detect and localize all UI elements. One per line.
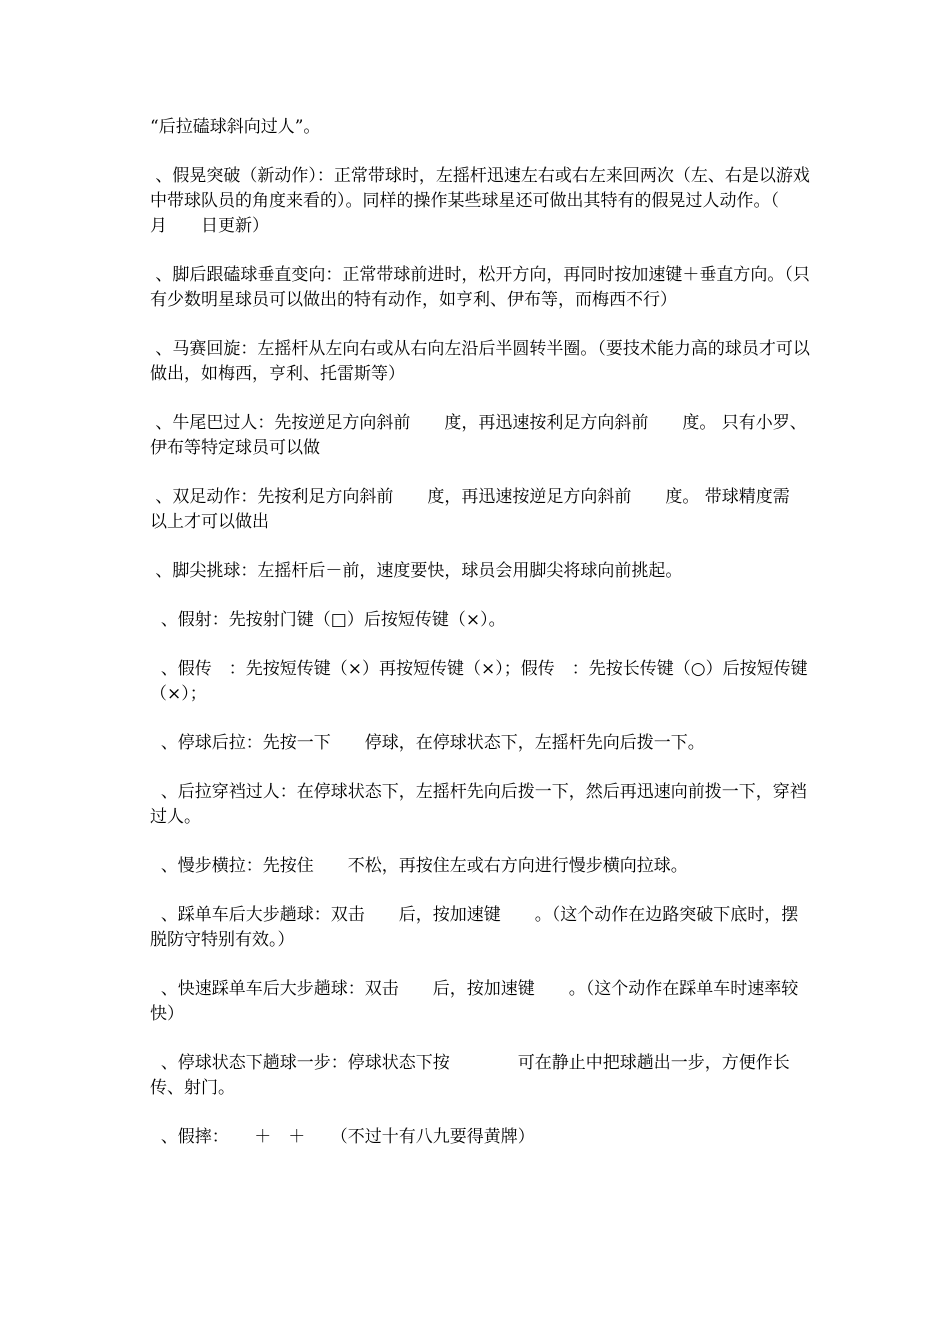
item-dive: 、假摔： ＋ ＋ （不过十有八九要得黄牌）: [150, 1127, 535, 1147]
item-double-foot: 、双足动作：先按利足方向斜前 度，再迅速按逆足方向斜前 度。 带球精度需 以上才可以做出: [150, 487, 824, 532]
item-toe-lift: 、脚尖挑球：左摇杆后－前，速度要快，球员会用脚尖将球向前挑起。: [150, 561, 683, 581]
item-nutmeg: 、后拉穿裆过人：在停球状态下，左摇杆先向后拨一下，然后再迅速向前拨一下，穿裆过人。: [150, 782, 807, 827]
item-fake-shot: 、假射：先按射门键（□）后按短传键（×）。: [150, 610, 506, 630]
item-stepover-knock: 、踩单车后大步趟球：双击 后，按加速键 。（这个动作在边路突破下底时，摆脱防守特别有效。）: [150, 905, 799, 950]
item-fake-shake: 、假晃突破（新动作）：正常带球时，左摇杆迅速左右或右左来回两次（左、右是以游戏中带球队员的角度来看的）。同样的操作某些球星还可做出其特有的假晃过人动作。（ 月 日更新）: [150, 166, 810, 236]
heading-line: “后拉磕球斜向过人”。: [150, 117, 321, 137]
item-marseille-turn: 、马赛回旋：左摇杆从左向右或从右向左沿后半圆转半圈。（要技术能力高的球员才可以做出，如梅西，亨利、托雷斯等）: [150, 339, 810, 384]
item-stop-drag-back: 、停球后拉：先按一下 停球，在停球状态下，左摇杆先向后拨一下。: [150, 733, 705, 753]
item-slow-side-drag: 、慢步横拉：先按住 不松，再按住左或右方向进行慢步横向拉球。: [150, 856, 688, 876]
document-page: [150, 115, 824, 1174]
item-stationary-knock: 、停球状态下趟球一步：停球状态下按 可在静止中把球趟出一步，方便作长传、射门。: [150, 1053, 790, 1098]
item-fast-stepover-knock: 、快速踩单车后大步趟球：双击 后，按加速键 。（这个动作在踩单车时速率较快）: [150, 979, 799, 1024]
item-elastico: 、牛尾巴过人：先按逆足方向斜前 度，再迅速按利足方向斜前 度。 只有小罗、伊布等特定球员可以做: [150, 413, 807, 458]
item-fake-pass: 、假传 ：先按短传键（×）再按短传键（×）；假传 ：先按长传键（○）后按短传键（×）；: [150, 659, 808, 704]
item-heel-flick: 、脚后跟磕球垂直变向：正常带球前进时，松开方向，再同时按加速键＋垂直方向。（只有少数明星球员可以做出的特有动作，如亨利、伊布等，而梅西不行）: [150, 265, 810, 310]
